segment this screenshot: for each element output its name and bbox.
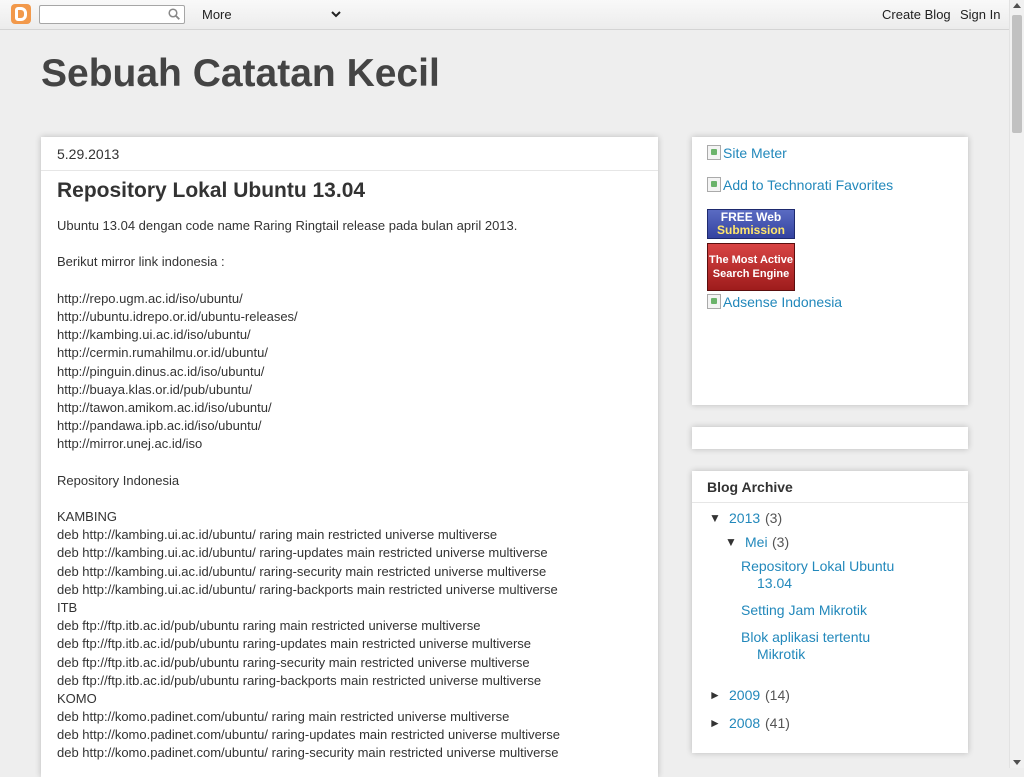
post-body <box>57 217 647 763</box>
empty-widget <box>692 427 968 449</box>
scroll-thumb[interactable] <box>1012 15 1022 133</box>
post-text-line <box>57 490 647 508</box>
post-text-line: Ubuntu 13.04 dengan code name Raring Ringtail release pada bulan april 2013. <box>57 218 518 233</box>
post-text-line <box>57 272 647 290</box>
post-text-line: deb http://kambing.ui.ac.id/ubuntu/ raring-security main restricted universe multiverse <box>57 563 547 579</box>
post-text-line: deb http://komo.padinet.com/ubuntu/ raring-updates main restricted universe multiverse <box>57 727 560 743</box>
blogger-icon[interactable] <box>11 4 31 24</box>
archive-count: (41) <box>765 715 790 731</box>
post-text-line: Repository Indonesia <box>57 472 180 488</box>
more-dropdown[interactable]: More <box>202 7 232 22</box>
post-text-line: deb ftp://ftp.itb.ac.id/pub/ubuntu raring-updates main restricted universe multiverse <box>57 636 532 652</box>
archive-post-title: Blok aplikasi tertentu <box>741 629 871 645</box>
archive-post-link[interactable] <box>741 558 921 592</box>
post-text-line: KAMBING <box>57 509 117 524</box>
page-scrollbar[interactable] <box>1009 0 1024 768</box>
expand-toggle-icon[interactable]: ► <box>709 716 721 730</box>
free-web-submission-banner[interactable] <box>707 209 795 239</box>
badges-widget <box>692 137 968 405</box>
post-text-line: deb ftp://ftp.itb.ac.id/pub/ubuntu raring-security main restricted universe multiverse <box>57 654 530 670</box>
navbar-search-input[interactable] <box>39 5 185 24</box>
banner-line: The Most Active <box>709 254 793 266</box>
banner-line: Submission <box>716 223 785 237</box>
most-active-search-engine-banner[interactable] <box>707 243 795 291</box>
post-text-line: http://buaya.klas.or.id/pub/ubuntu/ <box>57 381 253 397</box>
scroll-up-arrow-icon[interactable] <box>1013 3 1021 8</box>
post-text-line: http://pandawa.ipb.ac.id/iso/ubuntu/ <box>57 418 262 434</box>
post-text-line: Berikut mirror link indonesia : <box>57 254 225 270</box>
post-text-line: http://repo.ugm.ac.id/iso/ubuntu/ <box>57 290 243 306</box>
post-text-line <box>57 235 647 253</box>
create-blog-link[interactable]: Create Blog <box>882 7 951 22</box>
blogger-navbar <box>0 0 1009 30</box>
archive-post-title: Setting Jam Mikrotik <box>741 602 868 618</box>
archive-post-title: 13.04 <box>757 575 793 591</box>
post-card <box>41 137 658 777</box>
post-text-line: deb ftp://ftp.itb.ac.id/pub/ubuntu raring main restricted universe multiverse <box>57 618 481 634</box>
post-text-line: deb http://kambing.ui.ac.id/ubuntu/ raring-updates main restricted universe multiverse <box>57 545 548 561</box>
post-text-line: deb ftp://ftp.itb.ac.id/pub/ubuntu raring-backports main restricted universe multiverse <box>57 672 542 688</box>
collapse-toggle-icon[interactable]: ▼ <box>725 535 737 549</box>
technorati-link[interactable] <box>707 177 893 193</box>
blog-archive-widget <box>692 471 968 753</box>
archive-post-link[interactable] <box>741 629 921 663</box>
post-text-line: http://cermin.rumahilmu.or.id/ubuntu/ <box>57 345 268 361</box>
broken-image-icon <box>707 177 721 192</box>
post-text-line: http://ubuntu.idrepo.or.id/ubuntu-releases/ <box>57 308 298 324</box>
archive-count: (14) <box>765 687 790 703</box>
archive-year-2008[interactable]: 2008 <box>729 715 761 731</box>
post-text-line: ITB <box>57 599 78 615</box>
archive-title: Blog Archive <box>707 479 793 495</box>
chevron-down-icon[interactable] <box>330 9 342 19</box>
post-text-line: KOMO <box>57 690 97 706</box>
collapse-toggle-icon[interactable]: ▼ <box>709 511 721 525</box>
scroll-down-arrow-icon[interactable] <box>1013 760 1021 765</box>
post-text-line: http://pinguin.dinus.ac.id/iso/ubuntu/ <box>57 363 265 379</box>
site-meter-link[interactable] <box>707 145 787 161</box>
post-text-line: deb http://kambing.ui.ac.id/ubuntu/ raring main restricted universe multiverse <box>57 527 498 543</box>
post-text-line <box>57 453 647 471</box>
post-text-line: http://kambing.ui.ac.id/iso/ubuntu/ <box>57 327 251 343</box>
post-text-line: deb http://komo.padinet.com/ubuntu/ raring main restricted universe multiverse <box>57 709 510 725</box>
archive-month-mei[interactable]: Mei <box>745 534 768 550</box>
divider <box>692 502 968 503</box>
post-text-line: http://tawon.amikom.ac.id/iso/ubuntu/ <box>57 399 272 415</box>
archive-post-title: Mikrotik <box>757 646 806 662</box>
post-text-line: http://mirror.unej.ac.id/iso <box>57 436 203 452</box>
post-title[interactable]: Repository Lokal Ubuntu 13.04 <box>57 179 366 202</box>
post-date: 5.29.2013 <box>57 146 120 162</box>
archive-post-link[interactable] <box>741 602 921 619</box>
archive-year-2009[interactable]: 2009 <box>729 687 761 703</box>
divider <box>41 170 658 171</box>
archive-count: (3) <box>765 510 783 526</box>
banner-line: Search Engine <box>712 268 790 280</box>
broken-image-icon <box>707 145 721 160</box>
adsense-label: Adsense Indonesia <box>723 294 843 310</box>
post-text-line: deb http://komo.padinet.com/ubuntu/ raring-security main restricted universe multiverse <box>57 745 559 761</box>
blog-title[interactable]: Sebuah Catatan Kecil <box>41 52 440 95</box>
archive-count: (3) <box>772 534 790 550</box>
archive-year-2013[interactable]: 2013 <box>729 510 761 526</box>
sign-in-link[interactable]: Sign In <box>960 7 1001 22</box>
technorati-label: Add to Technorati Favorites <box>723 177 894 193</box>
adsense-indonesia-link[interactable] <box>707 294 842 310</box>
archive-post-title: Repository Lokal Ubuntu <box>741 558 895 574</box>
broken-image-icon <box>707 294 721 309</box>
search-icon[interactable] <box>168 8 180 20</box>
banner-line: FREE Web <box>720 210 782 224</box>
post-text-line: deb http://kambing.ui.ac.id/ubuntu/ raring-backports main restricted universe multiverse <box>57 581 558 597</box>
site-meter-label: Site Meter <box>723 145 787 161</box>
expand-toggle-icon[interactable]: ► <box>709 688 721 702</box>
